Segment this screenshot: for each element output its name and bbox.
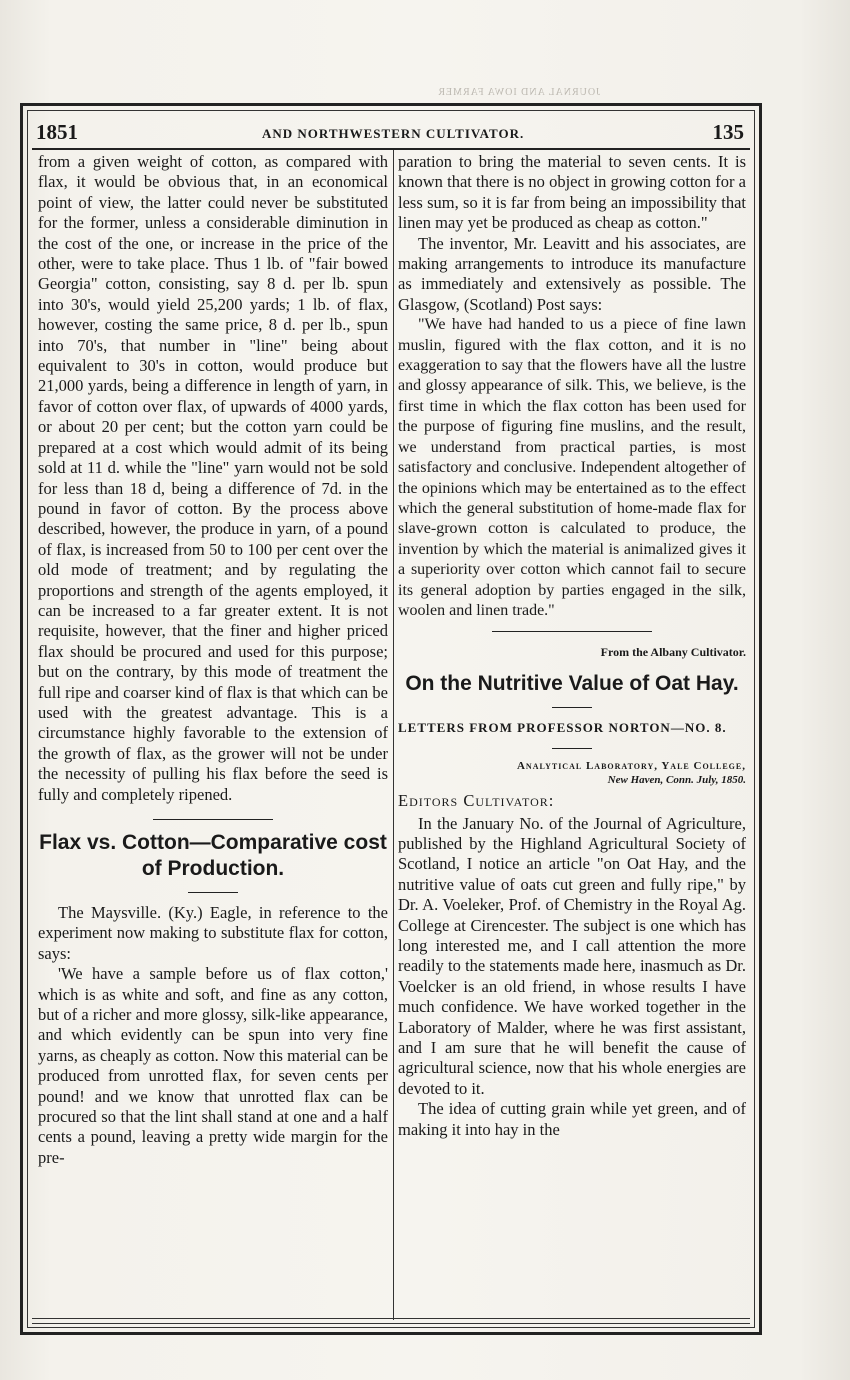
salutation: Editors Cultivator: [398, 791, 555, 811]
dateline [398, 759, 746, 787]
article-heading-oat-hay: On the Nutritive Value of Oat Hay. [405, 671, 739, 695]
bleed-through-text: JOURNAL AND IOWA FARMER [437, 87, 600, 98]
right-paragraph-5: The idea of cutting grain while yet green, and of making it into hay in the [398, 1099, 746, 1139]
left-paragraph-3: 'We have a sample before us of flax cotton,' which is as white and soft, and fine as any cotton, but of a richer and more glossy, silk-like appearance, and which evidently can be spun into very fine yarns, as cheaply as cotton. Now this material can be produced from unrotted flax, for seven cents per pound! and we know that unrotted flax can be procured so that the lint shall stand at one and a half cents a pound, leaving a pretty wide margin for the pre- [38, 964, 388, 1167]
section-rule [153, 819, 273, 820]
article-heading-flax-vs-cotton: Flax vs. Cotton—Comparative cost of Production. [39, 831, 387, 880]
dateline-place: Analytical Laboratory, Yale College, [516, 760, 746, 773]
subhead-rule [552, 748, 592, 749]
right-paragraph-4: In the January No. of the Journal of Agriculture, published by the Highland Agricultural Society of Scotland, I notice an article "on Oat Hay, and the nutritive value of oats cut green and fully ripe," by Dr. A. Voeleker, Prof. of Chemistry in the Royal Ag. College at Cirencester. The subject is one which has long interested me, and I call attention the more readily to the statements made here, inasmuch as Dr. Voelcker is an old friend, in whose results I have much confidence. We have worked together in the Laboratory of Malder, where he was first assistant, and I am sure that he will benefit the cause of agricultural science, now that his whole energies are devoted to it. [398, 813, 746, 1098]
page-header [32, 118, 750, 150]
section-rule-2 [492, 631, 652, 632]
left-paragraph-2: The Maysville. (Ky.) Eagle, in reference to the experiment now making to substitute flax for cotton, says: [38, 903, 388, 963]
left-column [38, 152, 388, 1168]
right-column [398, 152, 746, 1140]
right-paragraph-3: "We have had handed to us a piece of fine lawn muslin, figured with the flax cotton, and it is no exaggeration to say that the flowers have all the lustre and glossy appearance of silk. This, we believe, is the first time in which the flax cotton has been used for the purpose of figuring fine muslins, and the result, we understand from practical parties, is most satisfactory and conclusive. Independent altogether of the opinions which may be entertained as to the effect which the general substitution of home-made flax for slave-grown cotton is calculated to produce, the invention by which the material is animalized gives it a superiority over cotton which cannot fail to secure its general adoption by parties engaged in the silk, woolen and linen trade." [398, 316, 746, 619]
heading-rule [188, 892, 238, 893]
header-year: 1851 [36, 120, 78, 144]
footer-rule [32, 1318, 750, 1324]
right-paragraph-2: The inventor, Mr. Leavitt and his associates, are making arrangements to introduce its manufacture as immediately and extensively as possible. The Glasgow, (Scotland) Post says: [398, 233, 746, 314]
left-paragraph-1: from a given weight of cotton, as compared with flax, it would be obvious that, in an economical point of view, the latter could never be substituted for the former, unless a considerable diminution in the cost of the one, or increase in the price of the other, were to take place. Thus 1 lb. of "fair bowed Georgia" cotton, consisting, say 8 d. per lb. spun into 30's, would yield 25,200 yards; 1 lb. of flax, however, costing the same price, 8 d. per lb., spun into 70's, that number in "line" being about equivalent to 30's in cotton, would produce but 21,000 yards, being a difference in length of yarn, in favor of cotton over flax, of upwards of 4000 yards, or about 20 per cent; but the cotton yarn could be prepared at a cost which would admit of its being sold at 11 d. while the "line" yarn would not be sold for less than 18 d, being a difference of 7d. in the pound in favor of cotton. By the process above described, however, the produce in yarn, of a pound of flax, is increased from 50 to 100 per cent over the old mode of treatment; and by regulating the proportions and strength of the agents employed, it can be increased to a far greater extent. It is not requisite, however, that the finer and higher priced flax should be procured and used for this purpose; but on the contrary, by this mode of treatment the full ripe and coarser kind of flax is that which can be used with the greatest advantage. This is a circumstance highly favorable to the extension of the growth of flax, as the grower will not be under the necessity of pulling his flax before the seed is fully and completely ripened. [38, 152, 388, 804]
running-title: AND NORTHWESTERN CULTIVATOR. [262, 126, 525, 141]
right-paragraph-1: paration to bring the material to seven cents. It is known that there is no object in growing cotton for a less sum, so it is far from being an impossibility that linen may yet be produced as cheap as cotton." [398, 152, 746, 233]
column-divider [393, 150, 394, 1320]
heading-rule-2 [552, 707, 592, 708]
letter-subhead: LETTERS FROM PROFESSOR NORTON—NO. 8. [398, 719, 727, 735]
source-credit: From the Albany Cultivator. [600, 645, 746, 660]
dateline-date: New Haven, Conn. July, 1850. [607, 774, 746, 787]
page-number: 135 [712, 120, 744, 144]
